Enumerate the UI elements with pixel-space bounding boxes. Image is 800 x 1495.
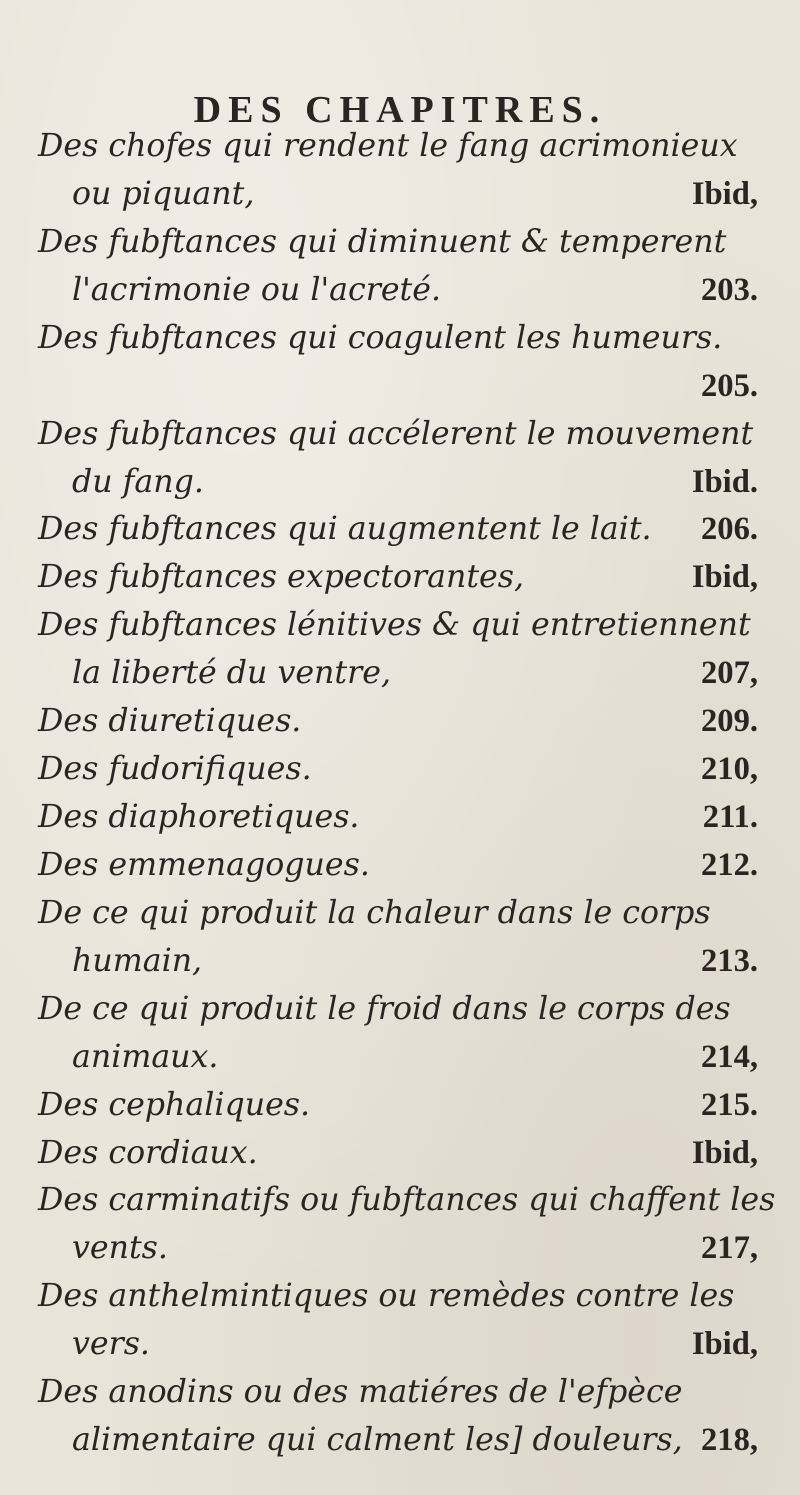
- entry-text: Des fubftances qui coagulent les humeurs.: [38, 319, 723, 356]
- entry-text: Des carminatifs ou fubftances qui chaffent les: [38, 1182, 776, 1219]
- list-item: [0, 847, 800, 899]
- entry-text: Des diaphoretiques.: [38, 799, 360, 835]
- entry-text: du fang.: [72, 463, 204, 500]
- list-item: [0, 1278, 800, 1330]
- page-number: 207,: [700, 655, 758, 692]
- entry-text: Des fubftances expectorantes,: [38, 559, 525, 596]
- list-item: [0, 128, 800, 180]
- list-item: [0, 1039, 800, 1091]
- entry-text: vers.: [72, 1326, 150, 1363]
- entry-text: De ce qui produit le froid dans le corps des: [38, 990, 731, 1027]
- page-number: 214,: [700, 1038, 758, 1075]
- list-item: [0, 1135, 800, 1187]
- entry-text: Des fubftances qui accélerent le mouvement: [38, 415, 754, 452]
- entry-text: Des anodins ou des matiéres de l'efpèce: [38, 1374, 683, 1411]
- list-item: [0, 176, 800, 228]
- list-item: [0, 991, 800, 1043]
- entry-text: Des emmenagogues.: [38, 846, 370, 883]
- page-number: 217,: [700, 1230, 758, 1267]
- entry-text: ou piquant,: [72, 175, 255, 212]
- entry-text: la liberté du ventre,: [72, 655, 392, 692]
- list-item: [0, 895, 800, 947]
- page-number: 218,: [700, 1422, 758, 1459]
- list-item: [0, 511, 800, 563]
- list-item: [0, 799, 800, 851]
- page-number: 205.: [700, 367, 758, 404]
- page-number: 212.: [700, 846, 758, 883]
- page-number: Ibid.: [691, 463, 758, 500]
- entry-text: Des diuretiques.: [38, 703, 302, 740]
- list-item: [0, 224, 800, 276]
- page-number: 210,: [700, 751, 758, 788]
- list-item: [0, 943, 800, 995]
- list-item: [0, 607, 800, 659]
- page-header: DES CHAPITRES.: [193, 89, 607, 131]
- list-item: [0, 559, 800, 611]
- page-number: 211.: [702, 799, 758, 835]
- list-item: [0, 368, 800, 420]
- list-item: [0, 320, 800, 372]
- page-number: 209.: [700, 703, 758, 740]
- page-number: Ibid,: [691, 1326, 758, 1363]
- list-item: [0, 464, 800, 516]
- page-number: Ibid,: [691, 559, 758, 596]
- entry-text: Des fubftances qui diminuent & temperent: [38, 223, 727, 260]
- list-item: [0, 655, 800, 707]
- list-item: [0, 703, 800, 755]
- list-item: [0, 1422, 800, 1474]
- page-number: 213.: [700, 942, 758, 979]
- list-item: [0, 272, 800, 324]
- entry-text: Des cordiaux.: [38, 1134, 258, 1171]
- entry-text: l'acrimonie ou l'acreté.: [72, 271, 442, 308]
- page-number: 215.: [700, 1086, 758, 1123]
- page-number: 206.: [700, 511, 758, 548]
- entry-text: De ce qui produit la chaleur dans le corps: [38, 894, 711, 931]
- entry-text: Des fudorifiques.: [38, 751, 312, 788]
- page-number: Ibid,: [691, 1134, 758, 1171]
- entry-text: vents.: [72, 1230, 168, 1267]
- entry-text: Des cephaliques.: [38, 1086, 311, 1123]
- list-item: [0, 1374, 800, 1426]
- list-item: [0, 1087, 800, 1139]
- entry-text: alimentaire qui calment les] douleurs,: [72, 1422, 683, 1459]
- page-number: Ibid,: [691, 175, 758, 212]
- entry-text: Des fubftances qui augmentent le lait.: [38, 511, 652, 548]
- page-number: 203.: [700, 271, 758, 308]
- list-item: [0, 1182, 800, 1234]
- list-item: [0, 416, 800, 468]
- list-item: [0, 1230, 800, 1282]
- list-item: [0, 751, 800, 803]
- entry-text: Des fubftances lénitives & qui entretiennent: [38, 607, 751, 644]
- entry-text: Des anthelmintiques ou remèdes contre les: [38, 1278, 735, 1315]
- entry-text: humain,: [72, 942, 203, 979]
- entry-text: Des chofes qui rendent le fang acrimonieux: [38, 128, 738, 164]
- entry-text: animaux.: [72, 1038, 219, 1075]
- list-item: [0, 1326, 800, 1378]
